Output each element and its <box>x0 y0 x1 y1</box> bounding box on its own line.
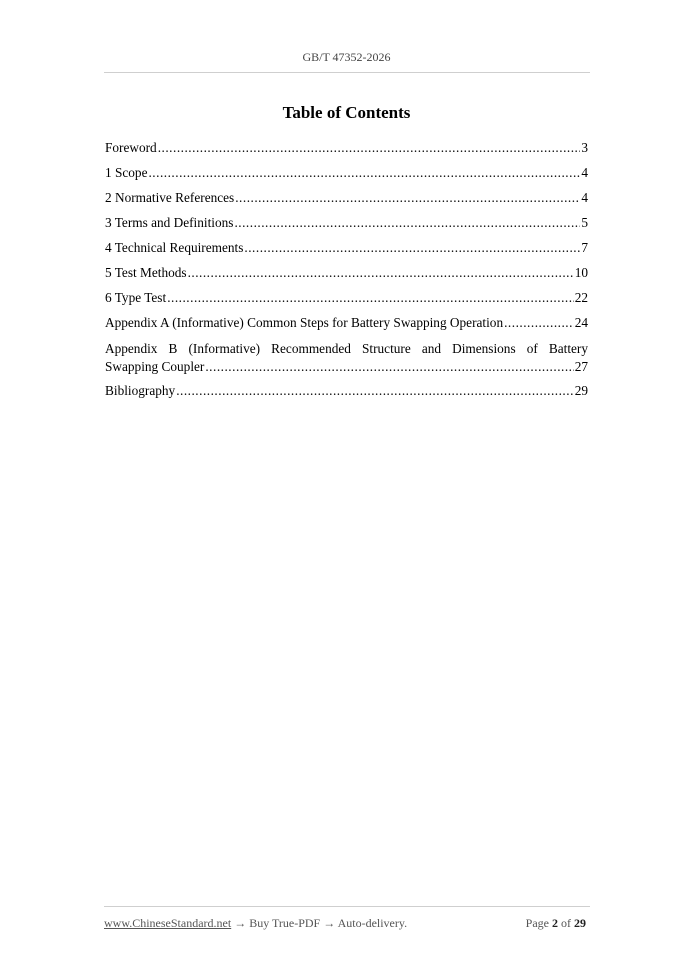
toc-entry-page: 29 <box>574 383 588 398</box>
toc-dot-leader <box>244 239 580 257</box>
page-word: Page <box>525 916 549 930</box>
toc-entry-technical-requirements[interactable] <box>105 239 588 264</box>
toc-entry-label: Appendix B (Informative) Recommended Structure and Dimensions of Battery <box>105 341 588 356</box>
page-footer <box>104 916 586 931</box>
toc-entry-bibliography[interactable] <box>105 382 588 407</box>
toc-dot-leader <box>504 314 574 332</box>
toc-entry-appendix-b[interactable] <box>105 339 588 382</box>
running-header: GB/T 47352-2026 <box>302 50 391 64</box>
toc-entry-type-test[interactable] <box>105 289 588 314</box>
page-current: 2 <box>552 916 558 930</box>
toc-dot-leader <box>167 289 574 307</box>
toc-entry-scope[interactable] <box>105 164 588 189</box>
page-total: 29 <box>574 916 586 930</box>
promo-text: → Buy True-PDF → Auto-delivery. <box>231 916 408 930</box>
page-indicator <box>526 916 586 931</box>
toc-title: Table of Contents <box>282 103 411 122</box>
toc-entry-label: Bibliography <box>105 383 176 398</box>
toc-entry-page: 5 <box>581 215 588 230</box>
toc-entry-page: 4 <box>581 165 588 180</box>
page-of: of <box>561 916 571 930</box>
footer-divider <box>104 906 590 907</box>
toc-dot-leader <box>158 139 581 157</box>
toc-entry-label: Appendix A (Informative) Common Steps for Battery Swapping Operation <box>105 315 504 330</box>
toc-entry-normative-references[interactable] <box>105 189 588 214</box>
toc-entry-terms-definitions[interactable] <box>105 214 588 239</box>
toc-entry-label: 4 Technical Requirements <box>105 240 244 255</box>
toc-entry-label: 2 Normative References <box>105 190 235 205</box>
toc-dot-leader <box>235 189 580 207</box>
toc-entry-page: 3 <box>581 140 588 155</box>
site-link[interactable]: www.ChineseStandard.net <box>104 916 232 930</box>
toc-entry-label-continued: Swapping Coupler <box>105 359 205 374</box>
toc-dot-leader <box>188 264 574 282</box>
footer-promo <box>104 916 407 931</box>
toc-entry-label: 5 Test Methods <box>105 265 187 280</box>
toc-entry-label: 3 Terms and Definitions <box>105 215 234 230</box>
toc-entry-test-methods[interactable] <box>105 264 588 289</box>
toc-entry-page: 27 <box>574 359 588 374</box>
toc-entry-label: 6 Type Test <box>105 290 167 305</box>
toc-entry-page: 7 <box>581 240 588 255</box>
toc-entry-label: 1 Scope <box>105 165 148 180</box>
toc-entry-page: 22 <box>574 290 588 305</box>
toc-entry-label: Foreword <box>105 140 157 155</box>
header-divider <box>104 72 590 73</box>
toc-entry-appendix-a[interactable] <box>105 314 588 339</box>
toc-dot-leader <box>176 382 574 400</box>
toc-dot-leader <box>234 214 580 232</box>
toc-entry-page: 24 <box>574 315 588 330</box>
toc-dot-leader <box>205 358 573 376</box>
toc-dot-leader <box>148 164 580 182</box>
table-of-contents <box>105 139 588 407</box>
toc-entry-foreword[interactable] <box>105 139 588 164</box>
toc-entry-page: 4 <box>581 190 588 205</box>
toc-entry-page: 10 <box>574 265 588 280</box>
